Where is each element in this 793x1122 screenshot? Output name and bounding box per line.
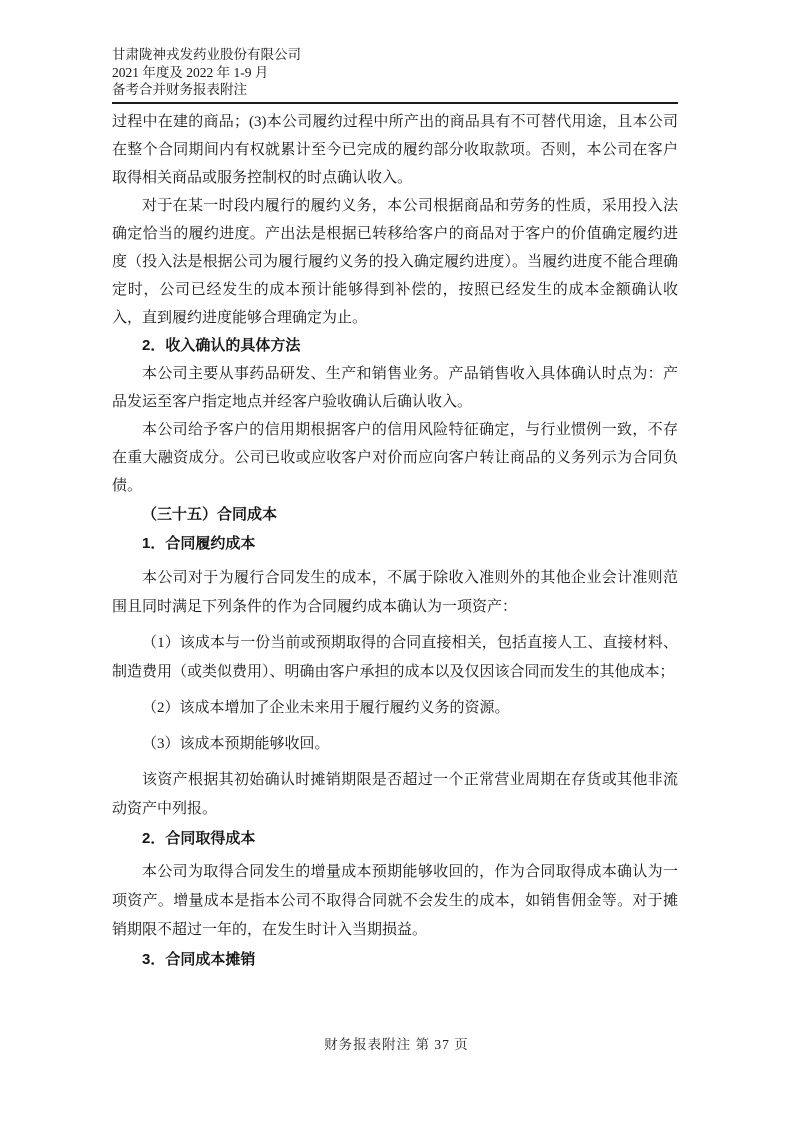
list-item-2: （2）该成本增加了企业未来用于履行履约义务的资源。: [142, 699, 510, 716]
list-item-3: （3）该成本预期能够收回。: [142, 735, 330, 752]
paragraph-main-business: 本公司主要从事药品研发、生产和销售业务。产品销售收入具体确认时点为：产品发运至客户指定地点并经客户验收确认后确认收入。: [112, 365, 678, 410]
heading-revenue-recognition-method: 2．收入确认的具体方法: [142, 336, 301, 354]
paragraph-credit-period: 本公司给予客户的信用期根据客户的信用风险特征确定，与行业惯例一致，不存在重大融资成分。公司已收或应收客户对价而应向客户转让商品的义务列示为合同负债。: [112, 421, 678, 494]
heading-contract-cost-amortization: 3．合同成本摊销: [142, 950, 256, 968]
document-body: [112, 108, 678, 974]
list-item-1: （1）该成本与一份当前或预期取得的合同直接相关，包括直接人工、直接材料、制造费用（或类似费用）、明确由客户承担的成本以及仅因该合同而发生的其他成本；: [112, 634, 678, 680]
report-period: 2021 年度及 2022 年 1-9 月: [112, 64, 269, 80]
report-title: 备考合并财务报表附注: [112, 82, 247, 97]
paragraph-asset-presentation: 该资产根据其初始确认时摊销期限是否超过一个正常营业周期在存货或其他非流动资产中列报。: [112, 771, 678, 817]
page-footer-page-number: 财务报表附注 第 37 页: [324, 1037, 469, 1052]
company-name: 甘肃陇神戎发药业股份有限公司: [112, 47, 301, 62]
heading-contract-acquisition-cost: 2．合同取得成本: [142, 829, 256, 847]
paragraph-acquisition-cost: 本公司为取得合同发生的增量成本预期能够收回的，作为合同取得成本确认为一项资产。增量成本是指本公司不取得合同就不会发生的成本，如销售佣金等。对于摊销期限不超过一年的，在发生时计入当期损益。: [112, 863, 678, 938]
paragraph-continuation: 过程中在建的商品；(3)本公司履约过程中所产出的商品具有不可替代用途，且本公司在整个合同期间内有权就累计至今已完成的履约部分收取款项。否则，本公司在客户取得相关商品或服务控制权的时点确认收入。: [112, 113, 678, 186]
section-contract-cost: [112, 500, 678, 974]
paragraph-time-period-obligation: 对于在某一时段内履行的履约义务，本公司根据商品和劳务的性质，采用投入法确定恰当的履约进度。产出法是根据已转移给客户的商品对于客户的价值确定履约进度（投入法是根据公司为履行履约义务的投入确定履约进度）。当履约进度不能合理确定时，公司已经发生的成本预计能够得到补偿的，按照已经发生的成本金额确认收入，直到履约进度能够合理确定为止。: [112, 197, 678, 326]
heading-contract-cost: （三十五）合同成本: [142, 505, 278, 523]
header-divider: [112, 102, 678, 104]
heading-contract-performance-cost: 1．合同履约成本: [142, 534, 256, 552]
paragraph-performance-cost-intro: 本公司对于为履行合同发生的成本，不属于除收入准则外的其他企业会计准则范围且同时满足下列条件的作为合同履约成本确认为一项资产：: [112, 569, 678, 615]
page-content: [112, 46, 678, 974]
page-header: [112, 46, 678, 99]
